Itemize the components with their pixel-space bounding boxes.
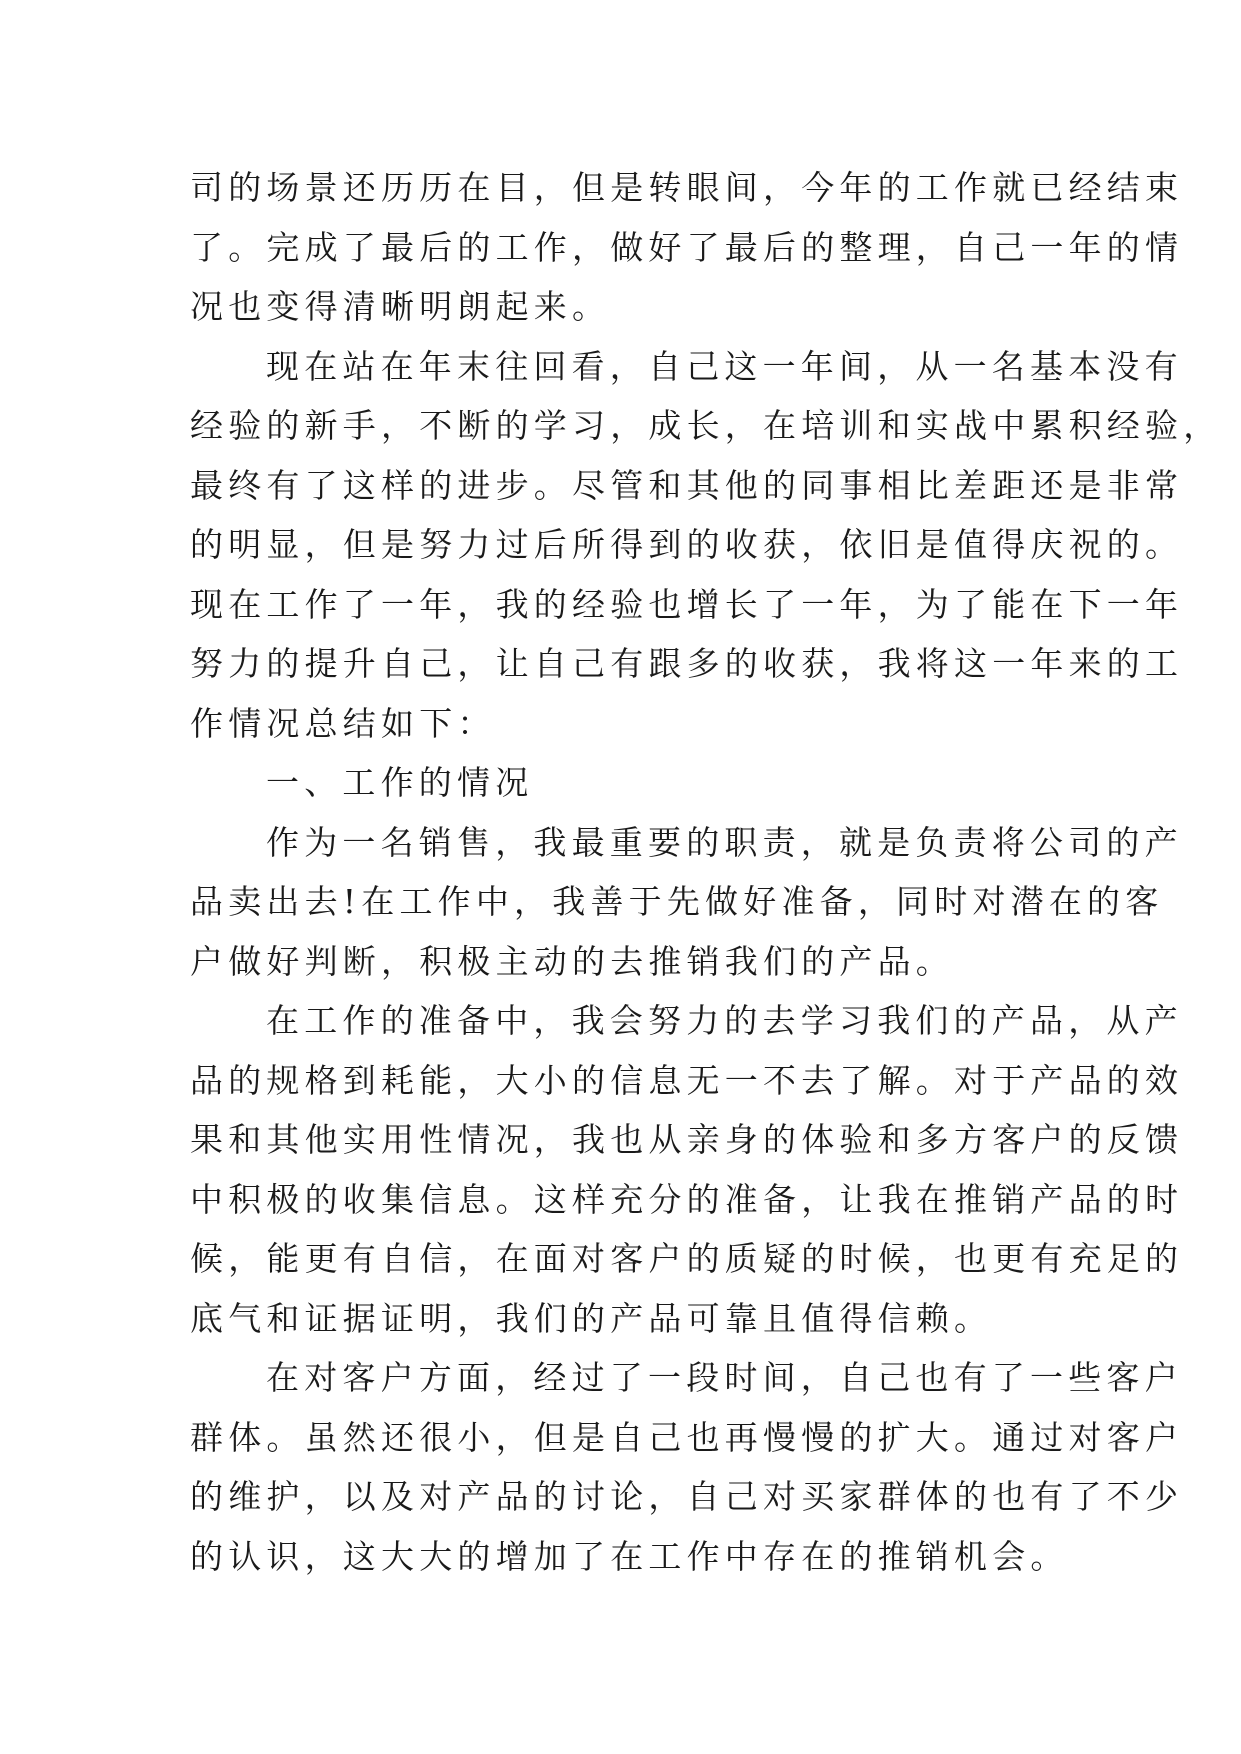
text-line: 最终有了这样的进步。尽管和其他的同事相比差距还是非常 <box>190 465 1184 505</box>
paragraph-start-line: 在工作的准备中，我会努力的去学习我们的产品，从产 <box>266 1001 1183 1040</box>
body-text <box>190 158 1222 1586</box>
text-line: 努力的提升自己，让自己有跟多的收获，我将这一年来的工 <box>190 644 1184 683</box>
text-line: 候，能更有自信，在面对客户的质疑的时候，也更有充足的 <box>190 1239 1184 1278</box>
paragraph-start-line: 在对客户方面，经过了一段时间，自己也有了一些客户 <box>266 1358 1183 1397</box>
text-line: 况也变得清晰明朗起来。 <box>190 287 611 326</box>
paragraph-start-line: 作为一名销售，我最重要的职责，就是负责将公司的产 <box>266 822 1183 862</box>
text-line: 的认识，这大大的增加了在工作中存在的推销机会。 <box>190 1536 1069 1576</box>
text-line: 果和其他实用性情况，我也从亲身的体验和多方客户的反馈 <box>190 1120 1184 1159</box>
text-line: 的维护，以及对产品的讨论，自己对买家群体的也有了不少 <box>190 1477 1184 1516</box>
text-line: 了。完成了最后的工作，做好了最后的整理，自己一年的情 <box>190 227 1184 267</box>
text-line: 经验的新手，不断的学习，成长，在培训和实战中累积经验， <box>190 406 1222 445</box>
text-line: 底气和证据证明，我们的产品可靠且值得信赖。 <box>190 1298 993 1338</box>
text-line: 作情况总结如下： <box>190 703 496 743</box>
section-heading: 一、工作的情况 <box>266 763 534 802</box>
text-line: 司的场景还历历在目，但是转眼间，今年的工作就已经结束 <box>190 168 1184 207</box>
text-line: 户做好判断，积极主动的去推销我们的产品。 <box>190 941 954 981</box>
text-line: 现在工作了一年，我的经验也增长了一年，为了能在下一年 <box>190 584 1184 624</box>
paragraph-start-line: 现在站在年末往回看，自己这一年间，从一名基本没有 <box>266 346 1183 386</box>
text-line: 品的规格到耗能，大小的信息无一不去了解。对于产品的效 <box>190 1060 1184 1100</box>
text-line: 中积极的收集信息。这样充分的准备，让我在推销产品的时 <box>190 1179 1184 1219</box>
text-line: 群体。虽然还很小，但是自己也再慢慢的扩大。通过对客户 <box>190 1417 1184 1457</box>
text-line: 的明显，但是努力过后所得到的收获，依旧是值得庆祝的。 <box>190 525 1184 564</box>
text-line: 品卖出去!在工作中，我善于先做好准备，同时对潜在的客 <box>190 882 1164 921</box>
